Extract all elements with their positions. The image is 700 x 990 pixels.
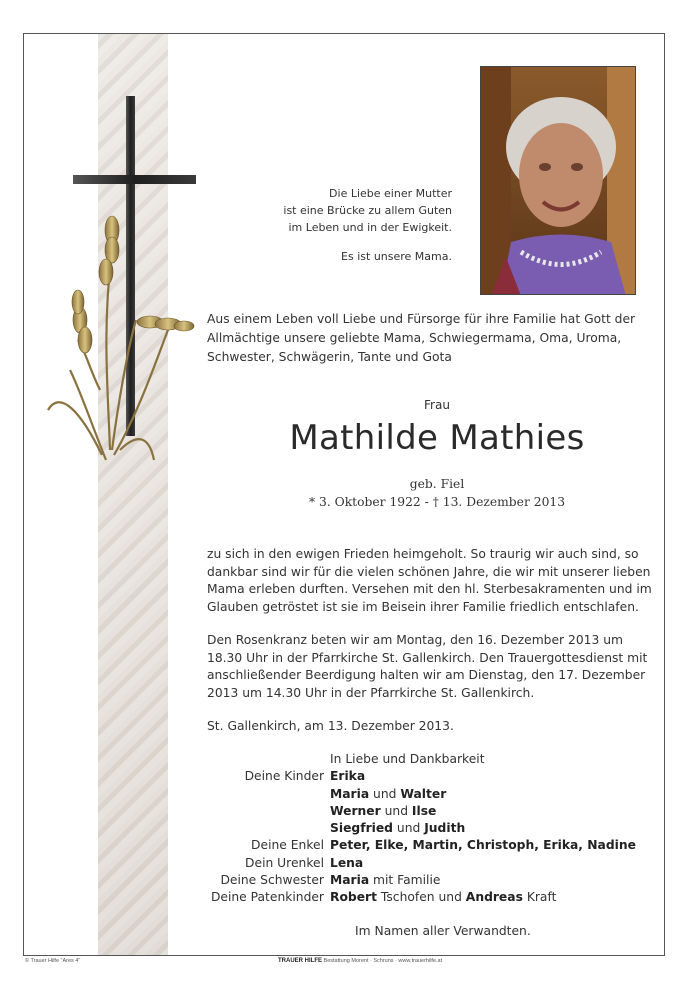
mourner-relation: Deine Kinder xyxy=(244,769,324,784)
footer-brand: TRAUER HILFE xyxy=(278,958,322,964)
footer-copyright: © Trauer Hilfe "Ares 4" xyxy=(25,958,81,964)
mourner-names xyxy=(330,837,650,854)
mourner-row xyxy=(150,889,650,906)
mourner-relation: Deine Patenkinder xyxy=(210,890,324,905)
quote-closing: Es ist unsere Mama. xyxy=(341,250,452,263)
mourner-row xyxy=(150,786,650,803)
mourner-joiner: Tschofen und xyxy=(377,890,466,905)
mourner-names xyxy=(330,786,650,803)
mourner-joiner: und xyxy=(369,786,401,801)
mourner-names xyxy=(330,768,650,785)
mourner-name: Erika xyxy=(330,769,366,784)
salutation: Frau xyxy=(424,398,450,412)
place-date: St. Gallenkirch, am 13. Dezember 2013. xyxy=(207,719,454,733)
mourner-names xyxy=(330,820,650,837)
mourner-names xyxy=(330,855,650,872)
closing-line: Im Namen aller Verwandten. xyxy=(355,924,531,938)
mourner-name: Walter xyxy=(400,786,447,801)
mourner-name: Andreas xyxy=(465,890,523,905)
mourner-names xyxy=(330,889,650,906)
quote-line: im Leben und in der Ewigkeit. xyxy=(288,221,452,234)
mourner-relation: Deine Enkel xyxy=(251,838,324,853)
mourner-name: Judith xyxy=(424,821,466,836)
mourners-heading: In Liebe und Dankbarkeit xyxy=(330,752,485,766)
mourner-joiner: mit Familie xyxy=(369,873,441,888)
mourner-name: Maria xyxy=(330,786,370,801)
portrait-photo xyxy=(480,66,636,295)
mourner-name: Lena xyxy=(330,855,364,870)
quote-block xyxy=(283,185,452,265)
footer-brand-line xyxy=(278,958,442,964)
mourner-name: Peter, Elke, Martin, Christoph, Erika, Nadine xyxy=(330,838,636,853)
mourner-relation: Deine Schwester xyxy=(220,873,324,888)
life-dates: * 3. Oktober 1922 - † 13. Dezember 2013 xyxy=(308,495,566,509)
intro-text: Aus einem Leben voll Liebe und Fürsorge für ihre Familie hat Gott der Allmächtige unsere geliebte Mama, Schwiegermama, Oma, Uroma, Schwester, Schwägerin, Tante und Gota xyxy=(207,312,636,364)
mourner-name: Maria xyxy=(330,873,370,888)
paragraph-farewell: zu sich in den ewigen Frieden heimgeholt. So traurig wir auch sind, so dankbar sind wir für die vielen schönen Jahre, die wir mit unserer lieben Mama erleben durften. Versehen mit den hl. Sterbesakramenten und im Glauben getröstet ist sie im Beisein ihrer Familie friedlich entschlafen. xyxy=(207,547,652,614)
paragraph-services: Den Rosenkranz beten wir am Montag, den 16. Dezember 2013 um 18.30 Uhr in der Pfarrkirche St. Gallenkirch. Den Trauergottesdienst mit anschließender Beerdigung halten wir am Dienstag, den 17. Dezember 2013 um 14.30 Uhr in der Pfarrkirche St. Gallenkirch. xyxy=(207,633,648,700)
mourner-joiner: und xyxy=(393,821,425,836)
deceased-name: Mathilde Mathies xyxy=(289,418,585,458)
mourner-row xyxy=(150,803,650,820)
mourner-name: Werner xyxy=(330,803,381,818)
mourner-names xyxy=(330,803,650,820)
mourner-name: Ilse xyxy=(411,803,437,818)
quote-line: Die Liebe einer Mutter xyxy=(329,187,452,200)
mourner-name: Siegfried xyxy=(330,821,393,836)
mourner-relation xyxy=(150,803,330,820)
mourner-relation xyxy=(150,820,330,837)
mourner-row xyxy=(150,872,650,889)
mourner-suffix: Kraft xyxy=(522,890,557,905)
cross-icon xyxy=(40,90,200,490)
mourner-joiner: und xyxy=(380,803,412,818)
birth-name: geb. Fiel xyxy=(409,477,465,491)
mourner-relation xyxy=(150,786,330,803)
mourner-row xyxy=(150,837,650,854)
mourner-row xyxy=(150,820,650,837)
mourners-list xyxy=(150,751,650,907)
quote-line: ist eine Brücke zu allem Guten xyxy=(283,204,452,217)
footer-info: Bestattung Morent · Schruns · www.trauerhilfe.at xyxy=(323,958,443,964)
mourner-name: Robert xyxy=(330,890,378,905)
mourner-names xyxy=(330,872,650,889)
mourner-row xyxy=(150,855,650,872)
mourner-relation: Dein Urenkel xyxy=(245,855,324,870)
mourner-row xyxy=(150,768,650,785)
